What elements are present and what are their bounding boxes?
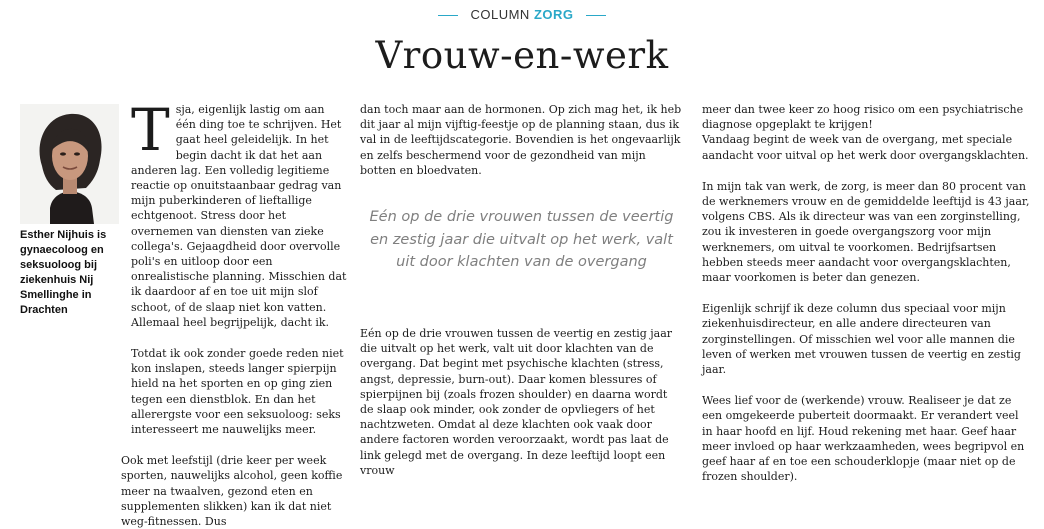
text-column-3 — [702, 102, 1032, 484]
author-photo — [20, 104, 119, 224]
drop-cap: T — [131, 96, 170, 164]
column-kicker — [0, 7, 1044, 22]
author-portrait-image — [20, 104, 119, 224]
kicker-label: COLUMN — [470, 7, 530, 22]
pull-quote: Eén op de drie vrouwen tussen de veertig en zestig jaar die uitvalt op het werk, valt uit door klachten van de overgang — [369, 209, 674, 270]
paragraph: Ook met leefstijl (drie keer per week sporten, nauwelijks alcohol, geen koffie meer na twaalven, gezond eten en supplementen slikken) kan ik dat niet weg-fitnessen. Dus — [121, 454, 343, 529]
author-caption: Esther Nijhuis is gynaecoloog en seksuoloog bij ziekenhuis Nij Smellinghe in Drachten — [20, 229, 107, 316]
kicker-rule-left — [438, 15, 458, 16]
paragraph: dan toch maar aan de hormonen. Op zich mag het, ik heb dit jaar al mijn vijftig-feestje op de planning staan, dus ik val in de leeftijdscategorie. Bovendien is het ongevaarlijk en zelfs beschermend voor de gezondheid van mijn botten en bloedvaten. — [360, 103, 682, 177]
kicker-category: ZORG — [533, 7, 574, 22]
paragraph: Vandaag begint de week van de overgang, met speciale aandacht voor uitval op het werk door overgangsklachten. — [702, 133, 1029, 162]
paragraph: Eén op de drie vrouwen tussen de veertig en zestig jaar die uitvalt op het werk, valt uit door klachten van de overgang. Dat begint met psychische klachten (stress, angst, depressie, burn-out). Daar komen blessures of spierpijnen bij (zoals frozen shoulder) en daarna wordt de slaap ook minder, ook zonder de opvliegers of het nachtzweten. Omdat al deze klachten ook vaak door andere factoren worden veroorzaakt, wordt pas laat de link gelegd met de overgang. In deze leeftijd loopt een vrouw — [360, 327, 673, 477]
kicker-rule-right — [586, 15, 606, 16]
text-column-2-top — [360, 102, 682, 178]
paragraph — [131, 96, 347, 330]
text-column-2-bottom — [360, 326, 682, 478]
paragraph: Eigenlijk schrijf ik deze column dus speciaal voor mijn ziekenhuisdirecteur, en alle andere directeuren van zorginstellingen. Of misschien wel voor alle mannen die leven of werken met vrouwen tussen de veertig en zestig jaar. — [702, 302, 1021, 377]
text-column-1 — [121, 96, 347, 529]
paragraph: meer dan twee keer zo hoog risico om een psychiatrische diagnose opgeplakt te krijgen! — [702, 103, 1024, 132]
paragraph: In mijn tak van werk, de zorg, is meer dan 80 procent van de werknemers vrouw en de gemiddelde leeftijd is 43 jaar, volgens CBS. Als ik directeur was van een zorginstelling, zou ik investeren in goede overgangszorg voor mijn werknemers, om uitval te voorkomen. Bedrijfsartsen hebben steeds meer aandacht voor overgangsklachten, maar voorkomen is beter dan genezen. — [702, 179, 1030, 285]
paragraph-text: sja, eigenlijk lastig om aan één ding toe te schrijven. Het gaat heel geleidelijk. In het begin dacht ik dat het aan anderen lag. Een volledig legitieme reactie op onuitstaanbaar gedrag van mijn puberkinderen of lieftallige echtgenoot. Stress door het overnemen van diensten van zieke collega's. Gejaagdheid door overvolle poli's en uitloop door een onrealistische planning. Misschien dat ik daardoor af en toe uit mijn slof schoot, of de slaap niet kon vatten. Allemaal heel begrijpelijk, dacht ik. — [131, 103, 347, 329]
paragraph: Wees lief voor de (werkende) vrouw. Realiseer je dat ze een omgekeerde puberteit doormaakt. Er verandert veel in haar hoofd en lijf. Houd rekening met haar. Geef haar meer invloed op haar werkzaamheden, wees begripvol en geef haar af en toe een schouderklopje (maar niet op de frozen shoulder). — [702, 394, 1025, 484]
page-title: Vrouw-en-werk — [375, 34, 669, 77]
paragraph: Totdat ik ook zonder goede reden niet kon inslapen, steeds langer spierpijn hield na het sporten en op ging zien tegen een dienstblok. En dan het allerergste voor een seksuoloog: seks interesseert me nauwelijks meer. — [131, 347, 344, 437]
